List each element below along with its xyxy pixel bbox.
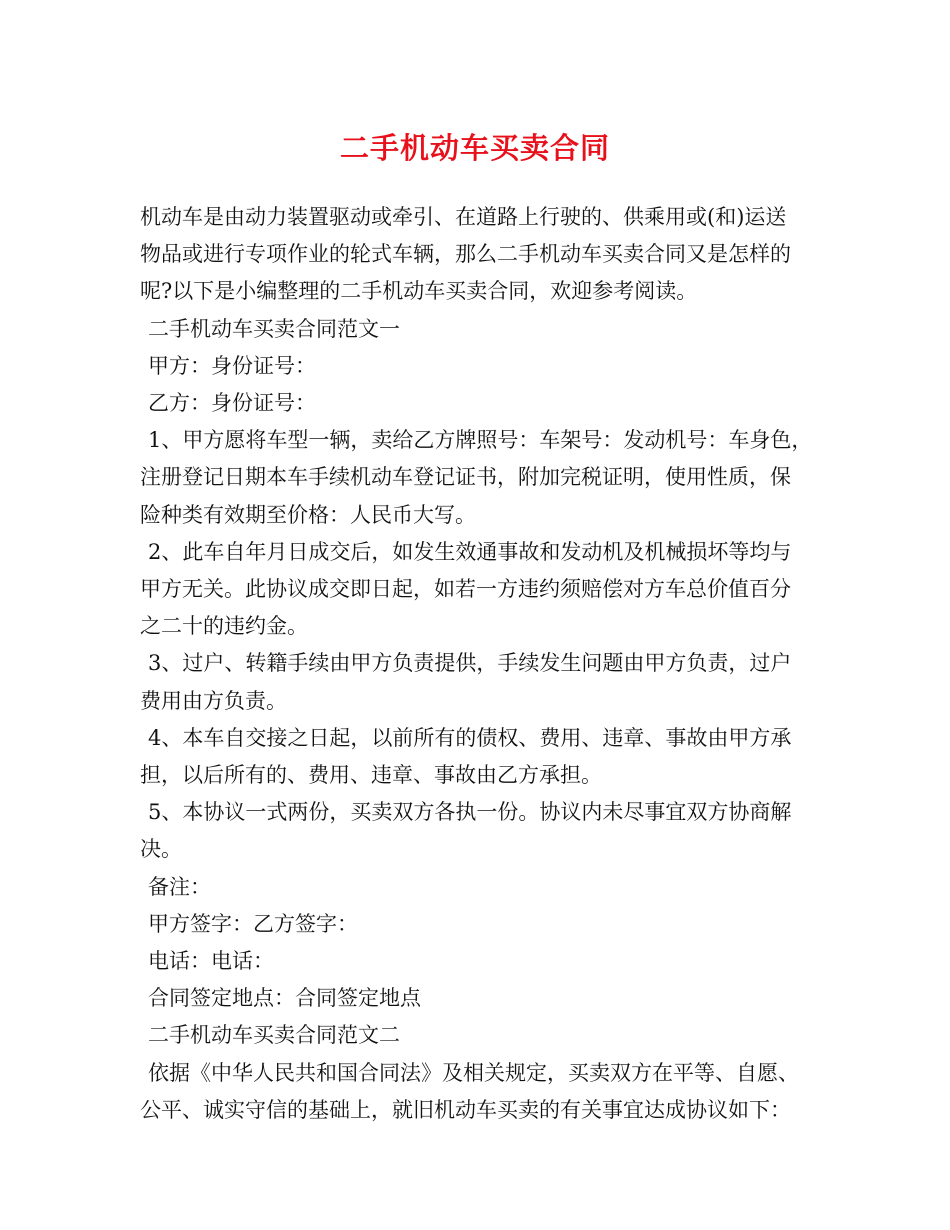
- party-b-line: 乙方：身份证号：: [148, 391, 316, 416]
- paragraph-line: 依据《中华人民共和国合同法》及相关规定，买卖双方在平等、自愿、: [148, 1060, 799, 1085]
- remarks-line: 备注：: [148, 874, 211, 899]
- clause-1-line: 险种类有效期至价格：人民币大写。: [140, 502, 476, 527]
- clause-2-line: 之二十的违约金。: [140, 614, 308, 639]
- phone-line: 电话：电话：: [148, 949, 274, 974]
- paragraph-line: 机动车是由动力装置驱动或牵引、在道路上行驶的、供乘用或(和)运送: [140, 205, 787, 229]
- paragraph-line: 呢?以下是小编整理的二手机动车买卖合同，欢迎参考阅读。: [140, 279, 698, 304]
- paragraph-line: 公平、诚实守信的基础上，就旧机动车买卖的有关事宜达成协议如下：: [140, 1097, 791, 1122]
- clause-1-line: 1、甲方愿将车型一辆，卖给乙方牌照号：车架号：发动机号：车身色，: [148, 428, 813, 453]
- clause-3-line: 3、过户、转籍手续由甲方负责提供，手续发生问题由甲方负责，过户: [148, 651, 792, 676]
- party-a-line: 甲方：身份证号：: [148, 353, 316, 378]
- section-heading-1: 二手机动车买卖合同范文一: [148, 316, 400, 341]
- clause-4-line: 担，以后所有的、费用、违章、事故由乙方承担。: [140, 763, 602, 788]
- clause-5-line: 决。: [140, 837, 182, 862]
- clause-2-line: 甲方无关。此协议成交即日起，如若一方违约须赔偿对方车总价值百分: [140, 577, 791, 602]
- clause-1-line: 注册登记日期本车手续机动车登记证书，附加完税证明，使用性质，保: [140, 465, 791, 490]
- section-heading-2: 二手机动车买卖合同范文二: [148, 1023, 400, 1048]
- paragraph-line: 物品或进行专项作业的轮式车辆，那么二手机动车买卖合同又是怎样的: [140, 242, 791, 267]
- clause-5-line: 5、本协议一式两份，买卖双方各执一份。协议内未尽事宜双方协商解: [148, 800, 792, 825]
- clause-2-line: 2、此车自年月日成交后，如发生效通事故和发动机及机械损坏等均与: [148, 539, 792, 564]
- signing-place-line: 合同签定地点：合同签定地点: [148, 986, 421, 1011]
- clause-3-line: 费用由方负责。: [140, 688, 287, 713]
- document-title: 二手机动车买卖合同: [339, 131, 610, 165]
- document-body: [140, 199, 820, 1129]
- signature-line: 甲方签字：乙方签字：: [148, 911, 358, 936]
- clause-4-line: 4、本车自交接之日起，以前所有的债权、费用、违章、事故由甲方承: [148, 725, 792, 750]
